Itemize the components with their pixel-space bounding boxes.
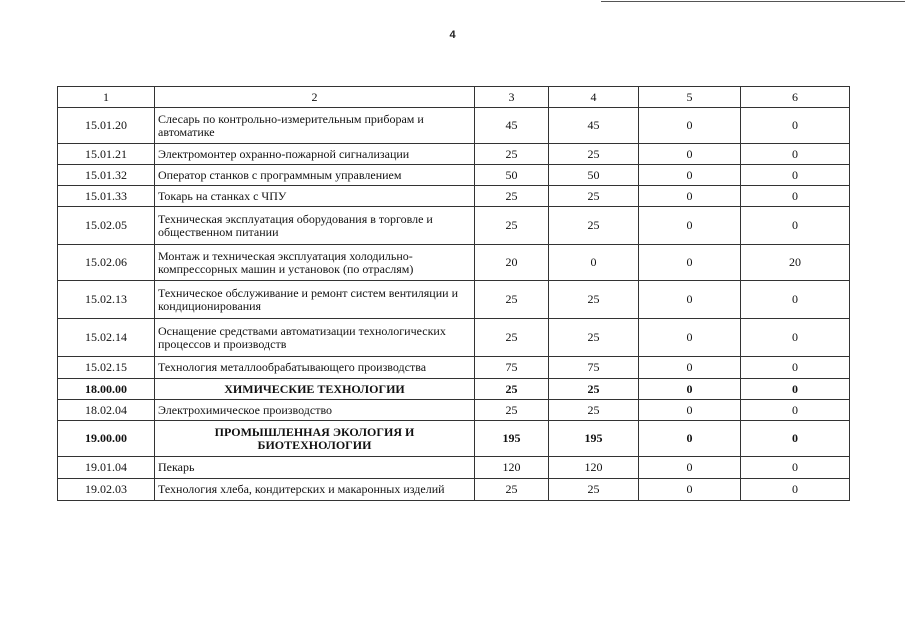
value-cell-3: 25	[475, 319, 549, 357]
name-cell: Пекарь	[155, 457, 475, 479]
code-cell: 15.02.15	[58, 357, 155, 379]
value-cell-4: 50	[549, 165, 639, 186]
group-row	[58, 421, 850, 457]
value-cell-3: 50	[475, 165, 549, 186]
value-cell-5: 0	[639, 108, 741, 144]
code-cell: 15.02.14	[58, 319, 155, 357]
value-cell-3: 25	[475, 144, 549, 165]
value-cell-4: 195	[549, 421, 639, 457]
column-header: 2	[155, 87, 475, 108]
table-body	[58, 87, 850, 501]
value-cell-6: 0	[741, 479, 850, 501]
name-cell: Электрохимическое производство	[155, 400, 475, 421]
value-cell-3: 25	[475, 186, 549, 207]
value-cell-6: 0	[741, 165, 850, 186]
value-cell-3: 25	[475, 400, 549, 421]
table-row	[58, 357, 850, 379]
value-cell-4: 0	[549, 245, 639, 281]
code-cell: 19.02.03	[58, 479, 155, 501]
column-header: 4	[549, 87, 639, 108]
table-row	[58, 108, 850, 144]
value-cell-5: 0	[639, 457, 741, 479]
value-cell-6: 0	[741, 207, 850, 245]
group-row	[58, 379, 850, 400]
code-cell: 15.01.20	[58, 108, 155, 144]
table-row	[58, 165, 850, 186]
value-cell-3: 195	[475, 421, 549, 457]
table-row	[58, 245, 850, 281]
value-cell-4: 25	[549, 479, 639, 501]
value-cell-4: 45	[549, 108, 639, 144]
page-number: 4	[449, 29, 456, 41]
table-row	[58, 186, 850, 207]
value-cell-4: 25	[549, 400, 639, 421]
value-cell-6: 0	[741, 457, 850, 479]
code-cell: 15.02.13	[58, 281, 155, 319]
table-row	[58, 479, 850, 501]
name-cell: Монтаж и техническая эксплуатация холодильно-компрессорных машин и установок (по отраслям)	[155, 245, 475, 281]
name-cell: ХИМИЧЕСКИЕ ТЕХНОЛОГИИ	[155, 379, 475, 400]
column-header: 5	[639, 87, 741, 108]
code-cell: 18.00.00	[58, 379, 155, 400]
name-cell: Технология металлообрабатывающего производства	[155, 357, 475, 379]
table-row	[58, 400, 850, 421]
value-cell-6: 0	[741, 144, 850, 165]
top-edge-rule	[601, 1, 905, 2]
column-header: 6	[741, 87, 850, 108]
value-cell-3: 25	[475, 379, 549, 400]
column-header: 1	[58, 87, 155, 108]
value-cell-6: 0	[741, 319, 850, 357]
enrollment-table	[57, 86, 850, 501]
value-cell-3: 120	[475, 457, 549, 479]
value-cell-4: 25	[549, 186, 639, 207]
value-cell-5: 0	[639, 281, 741, 319]
table-row	[58, 207, 850, 245]
table-row	[58, 457, 850, 479]
value-cell-5: 0	[639, 165, 741, 186]
value-cell-4: 25	[549, 319, 639, 357]
value-cell-4: 120	[549, 457, 639, 479]
value-cell-5: 0	[639, 479, 741, 501]
value-cell-4: 25	[549, 379, 639, 400]
value-cell-5: 0	[639, 357, 741, 379]
code-cell: 15.02.06	[58, 245, 155, 281]
code-cell: 15.01.21	[58, 144, 155, 165]
value-cell-3: 25	[475, 207, 549, 245]
value-cell-6: 0	[741, 357, 850, 379]
name-cell: Техническая эксплуатация оборудования в торговле и общественном питании	[155, 207, 475, 245]
value-cell-3: 25	[475, 281, 549, 319]
name-cell: Технология хлеба, кондитерских и макаронных изделий	[155, 479, 475, 501]
name-cell: Электромонтер охранно-пожарной сигнализации	[155, 144, 475, 165]
value-cell-6: 0	[741, 421, 850, 457]
name-cell: Техническое обслуживание и ремонт систем вентиляции и кондиционирования	[155, 281, 475, 319]
value-cell-5: 0	[639, 400, 741, 421]
value-cell-3: 75	[475, 357, 549, 379]
value-cell-5: 0	[639, 207, 741, 245]
code-cell: 19.00.00	[58, 421, 155, 457]
value-cell-5: 0	[639, 319, 741, 357]
table-row	[58, 281, 850, 319]
name-cell: ПРОМЫШЛЕННАЯ ЭКОЛОГИЯ И БИОТЕХНОЛОГИИ	[155, 421, 475, 457]
table-row	[58, 319, 850, 357]
value-cell-3: 25	[475, 479, 549, 501]
code-cell: 15.01.33	[58, 186, 155, 207]
value-cell-6: 0	[741, 108, 850, 144]
value-cell-6: 0	[741, 379, 850, 400]
code-cell: 15.01.32	[58, 165, 155, 186]
value-cell-5: 0	[639, 379, 741, 400]
value-cell-4: 25	[549, 144, 639, 165]
code-cell: 18.02.04	[58, 400, 155, 421]
table-header-row	[58, 87, 850, 108]
table-row	[58, 144, 850, 165]
value-cell-5: 0	[639, 186, 741, 207]
name-cell: Оснащение средствами автоматизации технологических процессов и производств	[155, 319, 475, 357]
value-cell-3: 45	[475, 108, 549, 144]
value-cell-6: 20	[741, 245, 850, 281]
value-cell-4: 25	[549, 281, 639, 319]
value-cell-3: 20	[475, 245, 549, 281]
column-header: 3	[475, 87, 549, 108]
name-cell: Токарь на станках с ЧПУ	[155, 186, 475, 207]
value-cell-4: 75	[549, 357, 639, 379]
value-cell-6: 0	[741, 400, 850, 421]
name-cell: Оператор станков с программным управлением	[155, 165, 475, 186]
code-cell: 15.02.05	[58, 207, 155, 245]
value-cell-5: 0	[639, 421, 741, 457]
value-cell-6: 0	[741, 281, 850, 319]
value-cell-5: 0	[639, 144, 741, 165]
value-cell-5: 0	[639, 245, 741, 281]
value-cell-6: 0	[741, 186, 850, 207]
name-cell: Слесарь по контрольно-измерительным приборам и автоматике	[155, 108, 475, 144]
value-cell-4: 25	[549, 207, 639, 245]
code-cell: 19.01.04	[58, 457, 155, 479]
